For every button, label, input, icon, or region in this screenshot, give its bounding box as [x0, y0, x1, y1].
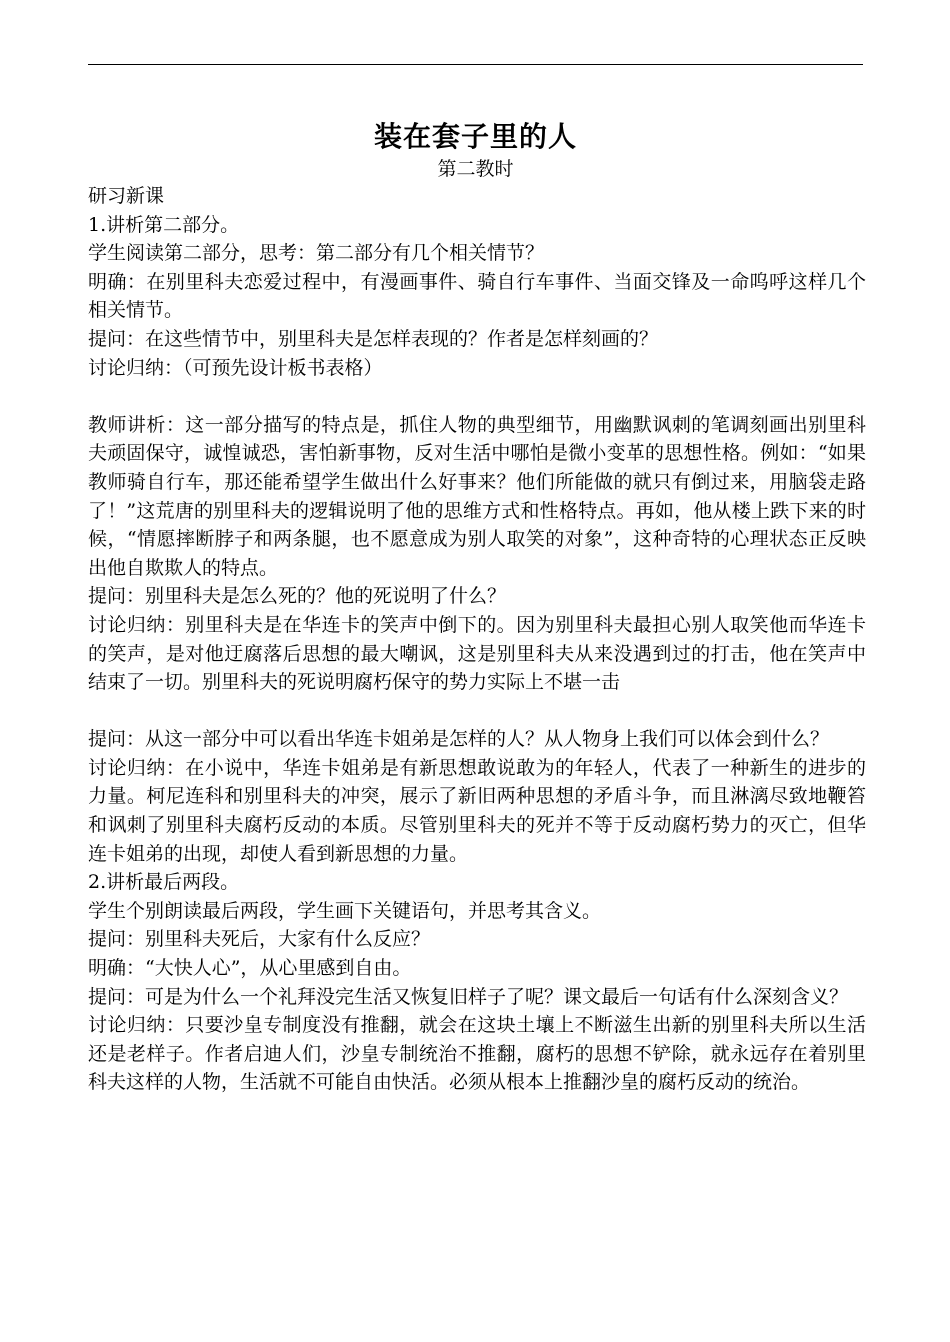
- body-paragraph: 学生阅读第二部分，思考：第二部分有几个相关情节？: [88, 242, 545, 265]
- body-paragraph: 讨论归纳：别里科夫是在华连卡的笑声中倒下的。因为别里科夫最担心别人取笑他而华连卡的笑声，是对他迂腐落后思想的最大嘲讽，这是别里科夫从来没遇到过的打击，他在笑声中结束了一切。别里科夫的死说明腐朽保守的势力实际上不堪一击: [88, 613, 866, 694]
- document-title: 装在套子里的人: [373, 120, 577, 153]
- body-paragraph: 讨论归纳：只要沙皇专制度没有推翻，就会在这块土壤上不断滋生出新的别里科夫所以生活还是老样子。作者启迪人们，沙皇专制统治不推翻，腐朽的思想不铲除，就永远存在着别里科夫这样的人物，生活就不可能自由快活。必须从根本上推翻沙皇的腐朽反动的统治。: [88, 1014, 866, 1094]
- body-paragraph: 提问：可是为什么一个礼拜没完生活又恢复旧样子了呢？课文最后一句话有什么深刻含义？: [88, 985, 849, 1008]
- body-paragraph: 提问：从这一部分中可以看出华连卡姐弟是怎样的人？从人物身上我们可以体会到什么？: [88, 728, 830, 751]
- blank-line: [88, 697, 866, 726]
- document-subtitle: 第二教时: [437, 158, 514, 180]
- blank-line: [88, 382, 866, 411]
- body-paragraph: 1.讲析第二部分。: [88, 213, 240, 236]
- body-paragraph: 学生个别朗读最后两段，学生画下关键语句，并思考其含义。: [88, 899, 602, 922]
- body-paragraph: 提问：别里科夫死后，大家有什么反应？: [88, 928, 431, 951]
- body-paragraph: 教师讲析：这一部分描写的特点是，抓住人物的典型细节，用幽默讽刺的笔调刻画出别里科夫顽固保守，诚惶诚恐，害怕新事物，反对生活中哪怕是微小变革的思想性格。例如：“如果教师骑自行车，那还能希望学生做出什么好事来？他们所能做的就只有倒过来，用脑袋走路了！”这荒唐的别里科夫的逻辑说明了他的思维方式和性格特点。再如，他从楼上跌下来的时候，“情愿摔断脖子和两条腿，也不愿意成为别人取笑的对象”，这种奇特的心理状态正反映出他自欺欺人的特点。: [88, 413, 866, 579]
- header-rule: [88, 64, 863, 65]
- body-paragraph: 提问：别里科夫是怎么死的？他的死说明了什么？: [88, 585, 507, 608]
- body-paragraph: 提问：在这些情节中，别里科夫是怎样表现的？作者是怎样刻画的？: [88, 327, 659, 350]
- body-paragraph: 讨论归纳：（可预先设计板书表格）: [88, 356, 383, 379]
- body-paragraph: 2.讲析最后两段。: [88, 871, 240, 894]
- body-paragraph: 明确：“大快人心”，从心里感到自由。: [88, 957, 412, 980]
- body-paragraph: 研习新课: [88, 185, 165, 207]
- body-paragraph: 明确：在别里科夫恋爱过程中，有漫画事件、骑自行车事件、当面交锋及一命呜呼这样几个相关情节。: [88, 270, 866, 322]
- body-paragraph: 讨论归纳：在小说中，华连卡姐弟是有新思想敢说敢为的年轻人，代表了一种新生的进步的力量。柯尼连科和别里科夫的冲突，展示了新旧两种思想的矛盾斗争，而且淋漓尽致地鞭笞和讽刺了别里科夫腐朽反动的本质。尽管别里科夫的死并不等于反动腐朽势力的灭亡，但华连卡姐弟的出现，却使人看到新思想的力量。: [88, 756, 866, 865]
- document-body: [88, 182, 866, 1097]
